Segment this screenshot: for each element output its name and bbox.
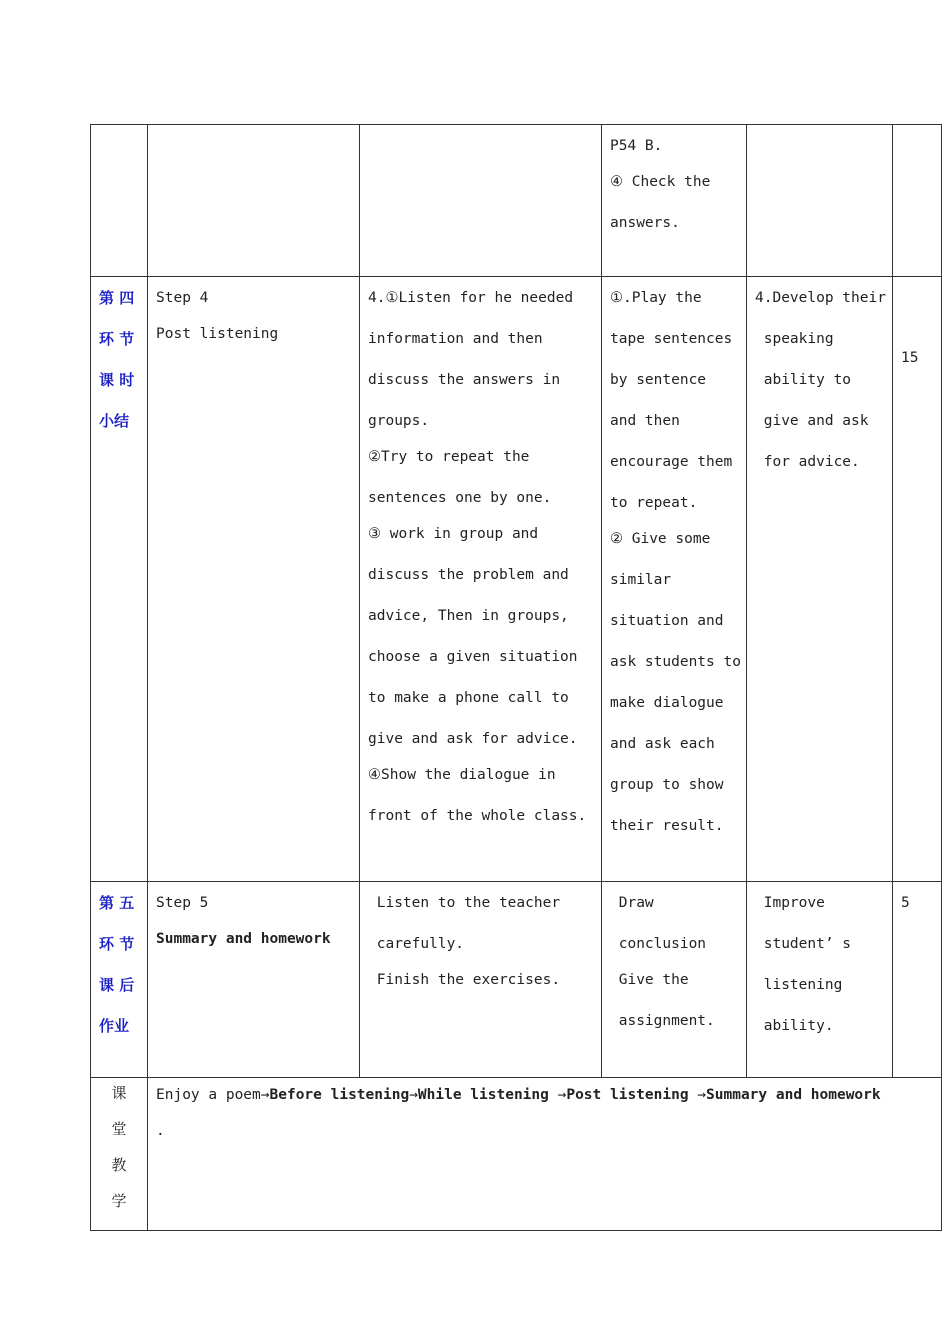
stage-cell [91, 882, 148, 1078]
purpose-cell [747, 882, 893, 1078]
student-activity-cell [360, 125, 602, 277]
flow-step: Post listening [566, 1087, 698, 1103]
text-line: discuss the problem and [368, 567, 569, 583]
text-line: and then [610, 413, 680, 429]
flow-label-char: 学 [111, 1192, 127, 1210]
text-line: by sentence [610, 372, 707, 388]
flow-step: Summary and homework [706, 1087, 881, 1103]
text-line: encourage them [610, 454, 733, 470]
text-line: for advice. [755, 454, 860, 470]
arrow-icon: → [557, 1087, 567, 1103]
text-line: ④Show the dialogue in [368, 767, 556, 783]
text-line: give and ask [755, 413, 869, 429]
text-line: ability to [755, 372, 852, 388]
text-line: conclusion [610, 936, 707, 952]
text-line: Draw [610, 895, 654, 911]
arrow-icon: → [260, 1087, 270, 1103]
teacher-activity-cell [602, 882, 747, 1078]
text-line: student’ s [755, 936, 852, 952]
text-line: front of the whole class. [368, 808, 587, 824]
stage-cell [91, 277, 148, 882]
text-line: to repeat. [610, 495, 698, 511]
step-cell [148, 125, 360, 277]
text-line: information and then [368, 331, 543, 347]
flow-step: Before listening [269, 1087, 410, 1103]
text-line: 4.Develop their [755, 290, 886, 306]
text-line: carefully. [368, 936, 465, 952]
purpose-cell [747, 277, 893, 882]
stage-cell [91, 125, 148, 277]
text-line: ② Give some [610, 531, 711, 547]
stage-label: 环 节 [99, 330, 135, 348]
text-line: situation and [610, 613, 724, 629]
text-line: ③ work in group and [368, 526, 539, 542]
table-row [91, 125, 942, 277]
text-line: discuss the answers in [368, 372, 561, 388]
text-line: ①.Play the [610, 290, 702, 306]
step-number: Step 5 [156, 895, 209, 911]
time-value: 5 [901, 895, 910, 911]
text-line: Listen to the teacher [368, 895, 561, 911]
teaching-flow [156, 1082, 933, 1108]
arrow-icon: → [697, 1087, 707, 1103]
text-line: group to show [610, 777, 724, 793]
stage-label: 第 五 [99, 894, 135, 912]
text-line: choose a given situation [368, 649, 578, 665]
stage-label: 课 后 [99, 976, 135, 994]
text-line: 4.①Listen for he needed [368, 290, 574, 306]
step-number: Step 4 [156, 290, 209, 306]
student-activity-cell [360, 882, 602, 1078]
stage-label: 第 四 [99, 289, 135, 307]
text-line: speaking [755, 331, 834, 347]
teacher-activity-cell [602, 125, 747, 277]
text-line: Improve [755, 895, 825, 911]
text-line: to make a phone call to [368, 690, 569, 706]
stage-label: 课 时 [99, 371, 135, 389]
table-row [91, 882, 942, 1078]
text-line: and ask each [610, 736, 715, 752]
arrow-icon: → [409, 1087, 418, 1103]
text-line: advice, Then in groups, [368, 608, 569, 624]
text-line: ②Try to repeat the [368, 449, 530, 465]
time-cell [893, 125, 942, 277]
student-activity-cell [360, 277, 602, 882]
text-line: make dialogue [610, 695, 724, 711]
text-line: ask students to [610, 654, 741, 670]
teacher-activity-cell [602, 277, 747, 882]
text-line: P54 B. [610, 138, 663, 154]
flow-label-char: 教 [111, 1156, 127, 1174]
flow-end-mark: . [156, 1123, 165, 1139]
step-title: Post listening [156, 326, 279, 342]
flow-step: While listening [417, 1087, 558, 1103]
time-value: 15 [901, 350, 919, 366]
stage-label: 小结 [99, 412, 130, 430]
flow-label-char: 堂 [111, 1120, 127, 1138]
text-line: listening [755, 977, 843, 993]
text-line: Finish the exercises. [368, 972, 561, 988]
table-row [91, 1078, 942, 1231]
lesson-plan-table [90, 124, 942, 1231]
text-line: groups. [368, 413, 430, 429]
text-line: sentences one by one. [368, 490, 552, 506]
step-title: Summary and homework [156, 931, 331, 947]
table-row [91, 277, 942, 882]
text-line: ④ Check the [610, 174, 711, 190]
text-line: tape sentences [610, 331, 733, 347]
text-line: similar [610, 572, 672, 588]
text-line: ability. [755, 1018, 834, 1034]
text-line: assignment. [610, 1013, 715, 1029]
purpose-cell [747, 125, 893, 277]
step-cell [148, 277, 360, 882]
teaching-flow-cell [148, 1078, 942, 1231]
text-line: Give the [610, 972, 689, 988]
step-cell [148, 882, 360, 1078]
text-line: give and ask for advice. [368, 731, 578, 747]
stage-label: 环 节 [99, 935, 135, 953]
flow-label-cell [91, 1078, 148, 1231]
time-cell [893, 882, 942, 1078]
flow-step-first: Enjoy a poem [156, 1087, 261, 1103]
stage-label: 作业 [99, 1017, 130, 1035]
time-cell [893, 277, 942, 882]
flow-label-char: 课 [111, 1084, 127, 1102]
text-line: their result. [610, 818, 724, 834]
text-line: answers. [610, 215, 680, 231]
